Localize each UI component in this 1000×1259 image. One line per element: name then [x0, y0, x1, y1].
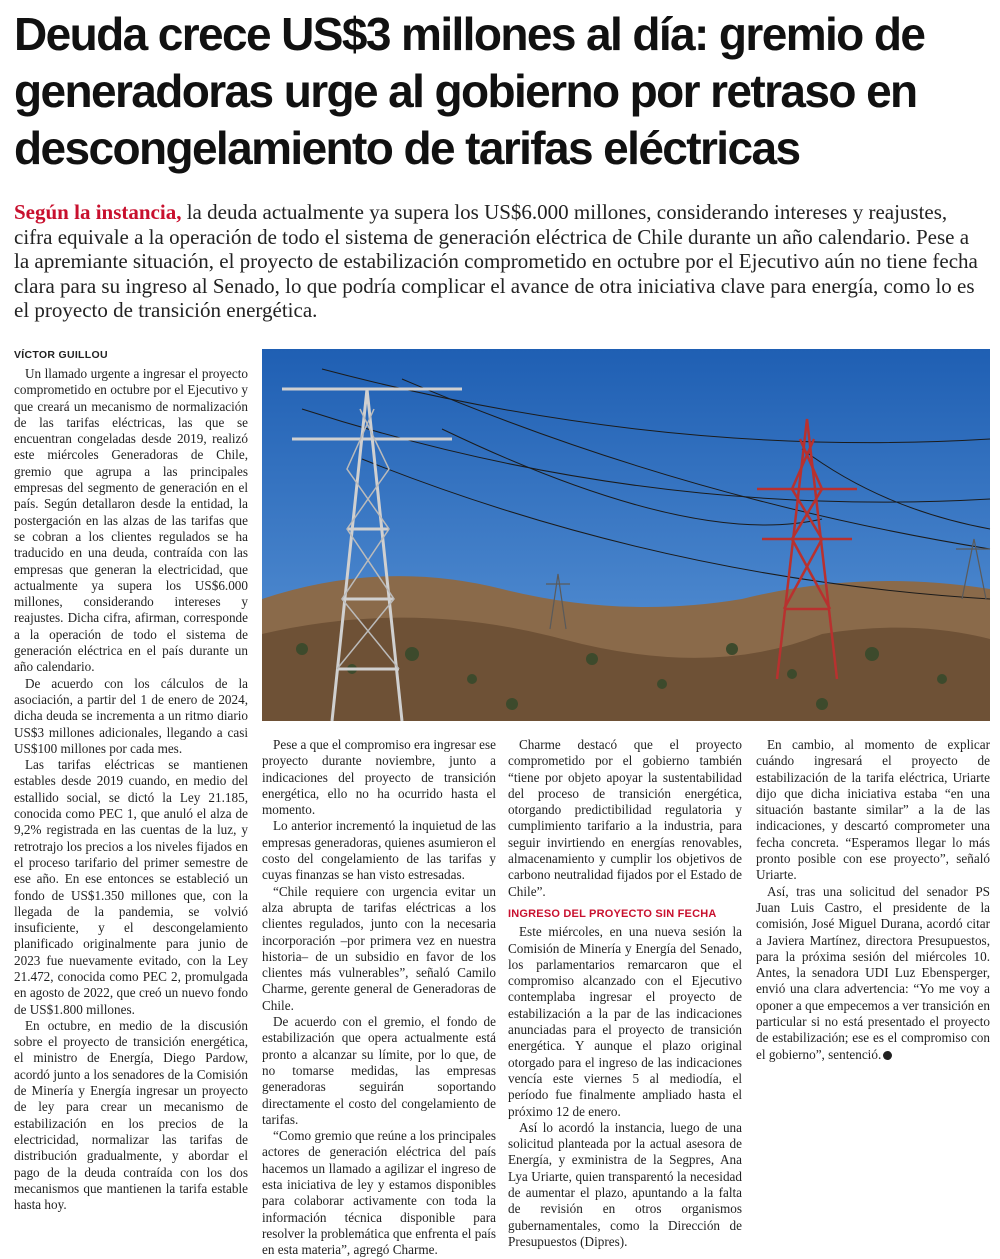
column-4 — [756, 737, 990, 1174]
paragraph: En octubre, en medio de la discusión sobre el proyecto de transición energética, el ministro de Energía, Diego Pardow, acordó junto a los senadores de la Comisión de Minería y Energía ingresar un proyecto de ley para crear un mecanismo de estabilización en los precios de la electricidad, normalizar las tarifas de distribución gradualmente, y abordar el pago de la deuda contraída con los dos mecanismos que mantienen la tarifa estable hasta hoy. — [14, 1017, 248, 1213]
paragraph: Un llamado urgente a ingresar el proyecto comprometido en octubre por el Ejecutivo y que creará un mecanismo de normalización de las tarifas eléctricas, las que se encuentran congeladas desde 2019, realizó este miércoles Generadoras de Chile, gremio que agrupa a las principales empresas del segmento de generación en el país. Según detallaron desde la entidad, la postergación en las alzas de las tarifas que se cobran a los clientes regulados se ha traducido en una deuda, contraída con las empresas que generan la electricidad, que actualmente ya supera los US$6.000 millones, considerando intereses y reajustes. Dicha cifra, afirman, corresponde a la operación de todo el sistema de generación eléctrica en el país durante un año calendario. — [14, 366, 248, 675]
lede-kicker: Según la instancia, — [14, 200, 182, 224]
paragraph: De acuerdo con el gremio, el fondo de estabilización que opera actualmente está pronto a alcanzar su límite, por lo que, de no tomarse medidas, las empresas generadoras seguirán soportando directamente el costo del congelamiento de tarifas. — [262, 1014, 496, 1127]
paragraph: En cambio, al momento de explicar cuándo ingresará el proyecto de estabilización de la tarifa eléctrica, Uriarte dijo que dicha iniciativa estaba “en una situación bastante similar” a la de las indicaciones, y descartó comprometer una fecha concreta. “Esperamos llegar lo más pronto posible con ese proyecto”, señaló Uriarte. — [756, 737, 990, 883]
end-mark-icon — [883, 1051, 892, 1060]
column-1 — [14, 366, 248, 1213]
paragraph — [756, 884, 990, 1063]
column-2 — [262, 737, 497, 1258]
paragraph: De acuerdo con los cálculos de la asociación, a partir del 1 de enero de 2024, dicha deuda se incrementa a un ritmo diario US$3 millones adicionales, llegando a casi US$100 millones por cada mes. — [14, 675, 248, 756]
column-3 — [508, 737, 742, 1249]
subhead: INGRESO DEL PROYECTO SIN FECHA — [508, 907, 717, 920]
paragraph: “Como gremio que reúne a los principales actores de generación eléctrica del país hacemos un llamado a agilizar el ingreso de esta iniciativa de ley y estamos disponibles para colaborar activamente con toda la información técnica disponible para resolver la problemática que enfrenta el país en esta materia”, agregó Charme. — [262, 1128, 496, 1258]
paragraph: “Chile requiere con urgencia evitar un alza abrupta de tarifas eléctricas a los clientes regulados, junto con la necesaria incorporación –por primera vez en nuestra historia– de un subsidio en favor de los clientes más vulnerables”, señaló Camilo Charme, gerente general de Generadoras de Chile. — [262, 883, 496, 1013]
photo-power-towers — [262, 349, 990, 721]
paragraph-text: Así, tras una solicitud del senador PS Juan Luis Castro, el presidente de la comisión, José Miguel Durana, acordó citar a Javiera Martínez, directora Presupuestos, para la próxima sesión del miércoles 10. Antes, la senadora UDI Luz Ebensperger, envió una clara advertencia: “Yo me voy a oponer a que empecemos a ver transición en particular si no está presentado el proyecto de estabilización; ese es el compromiso con el gobierno”, sentenció. — [756, 883, 990, 1062]
paragraph: Lo anterior incrementó la inquietud de las empresas generadoras, quienes asumieron el costo del congelamiento de las tarifas y cuyas finanzas se han visto estresadas. — [262, 818, 496, 883]
lede-text: la deuda actualmente ya supera los US$6.000 millones, considerando intereses y reajustes, cifra equivale a la operación de todo el sistema de generación eléctrica de Chile durante un año calendario. Pese a la apremiante situación, el proyecto de estabilización comprometido en octubre por el Ejecutivo aún no tiene fecha clara para su ingreso al Senado, lo que podría complicar el avance de otra iniciativa clave para energía, como lo es el proyecto de transición energética. — [14, 200, 978, 322]
byline: VÍCTOR GUILLOU — [14, 349, 108, 361]
paragraph: Así lo acordó la instancia, luego de una solicitud planteada por la actual asesora de Energía, y exministra de la Segpres, Ana Lya Uriarte, quien transparentó la necesidad de aumentar el plazo, apuntando a la falta de revisión en otros organismos gubernamentales, como la Dirección de Presupuestos (Dipres). — [508, 1119, 742, 1249]
paragraph: Pese a que el compromiso era ingresar ese proyecto durante noviembre, junto a indicaciones del proyecto de transición energética, ello no ha ocurrido hasta el momento. — [262, 737, 497, 818]
lede — [14, 200, 989, 323]
headline: Deuda crece US$3 millones al día: gremio de generadoras urge al gobierno por retraso en descongelamiento de tarifas eléctricas — [14, 8, 925, 174]
paragraph: Charme destacó que el proyecto comprometido por el gobierno también “tiene por objeto apoyar la sustentabilidad del proceso de transición energética, otorgando predictibilidad regulatoria y cumplimiento tarifario a la industria, para seguir invirtiendo en energías renovables, almacenamiento y cumplir los objetivos de carbono neutralidad fijados por el Estado de Chile”. — [508, 737, 742, 899]
power-towers-illustration — [262, 349, 990, 721]
paragraph: Este miércoles, en una nueva sesión la Comisión de Minería y Energía del Senado, los parlamentarios remarcaron que el compromiso alcanzado con el Ejecutivo contemplaba ingresar el proyecto de estabilización a la par de las indicaciones anunciadas para el proyecto de transición energética. Y aunque el plazo original otorgado para el ingreso de las indicaciones vencía este viernes 5 al mediodía, el período fue finalmente ampliado hasta el próximo 12 de enero. — [508, 924, 742, 1119]
paragraph: Las tarifas eléctricas se mantienen estables desde 2019 cuando, en medio del estallido social, se dictó la Ley 21.185, conocida como PEC 1, que anuló el alza de 9,2% registrada en las cuentas de la luz, y retrotrajo los precios a los niveles fijados en el proceso tarifario del primer semestre de ese año. En ese entonces se estableció un fondo de US$1.350 millones que, con la llegada de la pandemia, se volvió insuficiente, y el descongelamiento planificado originalmente para junio de 2023 fue nuevamente evitado, con la Ley 21.472, conocida como PEC 2, promulgada en agosto de 2022, que creó un nuevo fondo de US$1.800 millones. — [14, 757, 248, 1017]
